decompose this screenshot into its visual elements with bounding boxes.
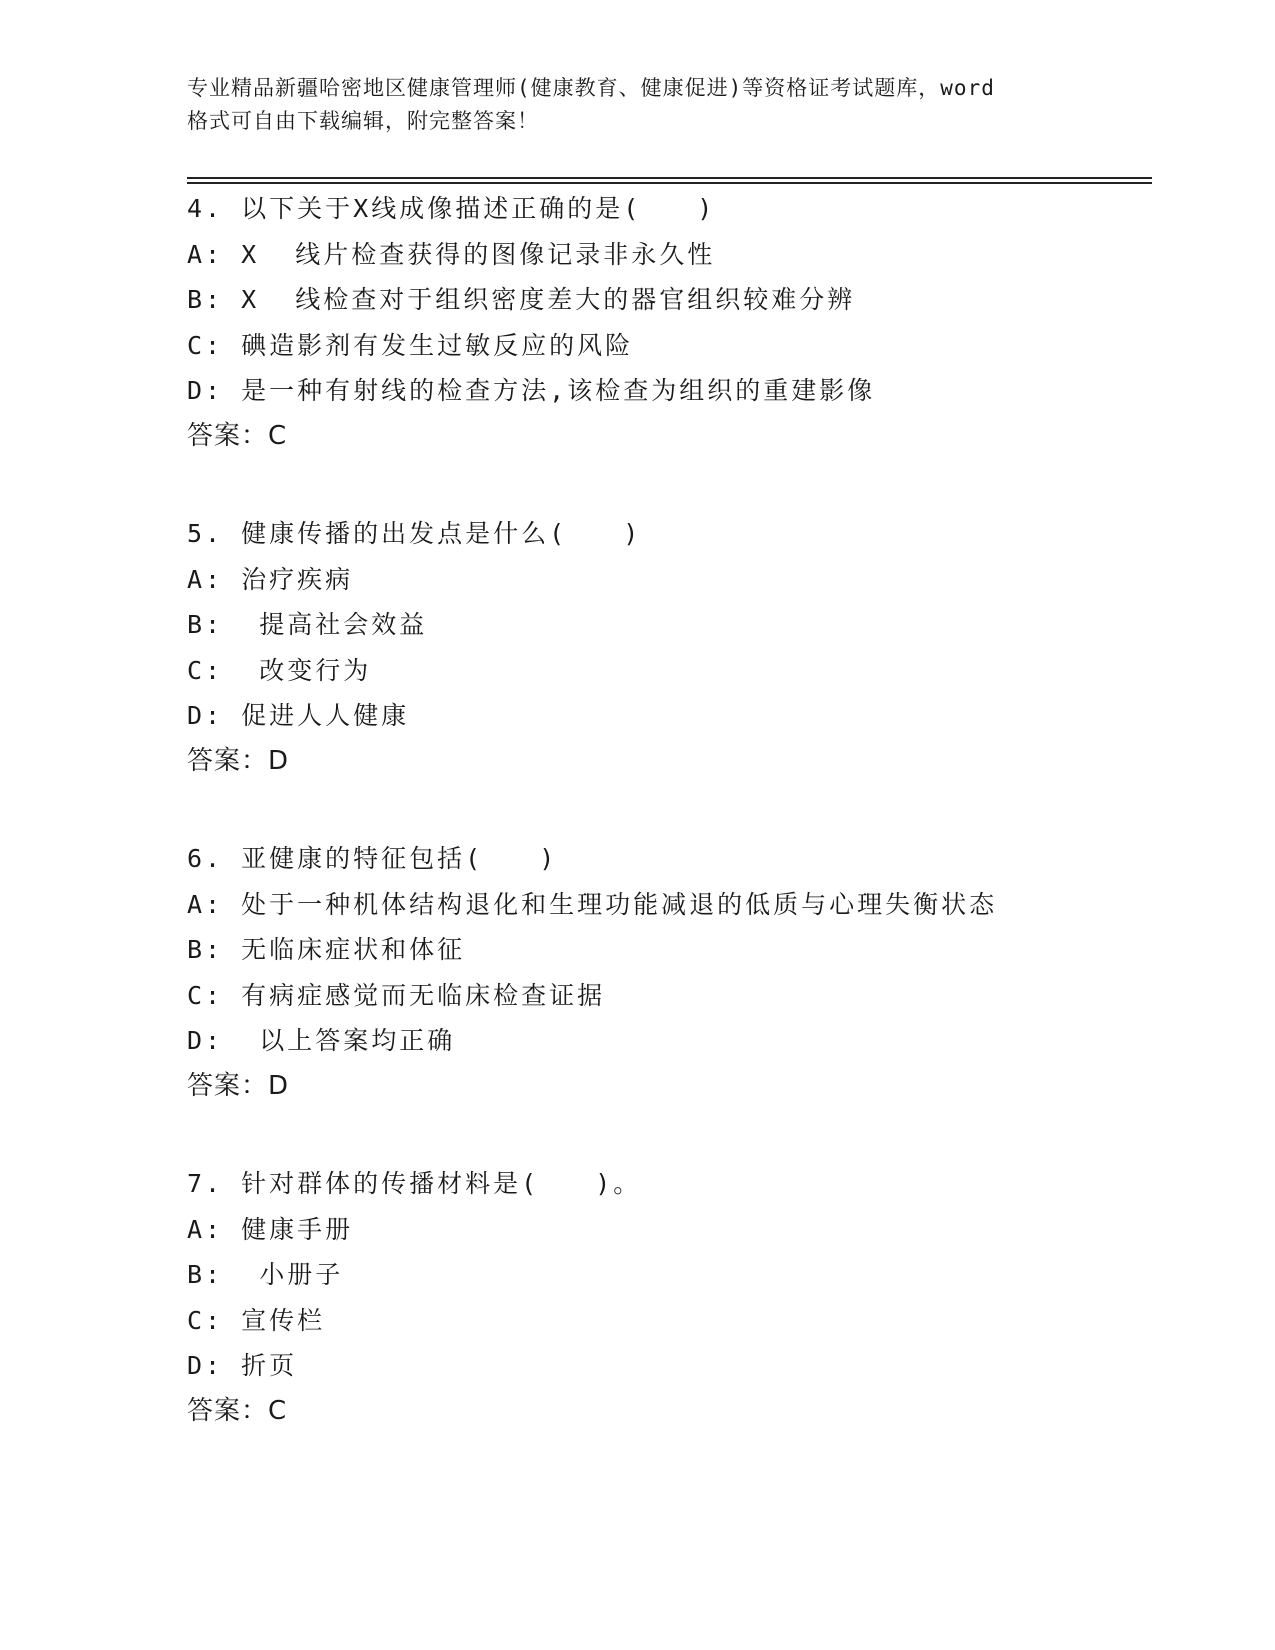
question-6: [187, 836, 1167, 1109]
option-d: D: 以上答案均正确: [187, 1026, 456, 1055]
option-c: C: 碘造影剂有发生过敏反应的风险: [187, 330, 634, 360]
option-b: B: 提高社会效益: [187, 610, 428, 639]
question-4: [187, 186, 1167, 459]
option-d: D: 是一种有射线的检查方法,该检查为组织的重建影像: [187, 376, 876, 405]
option-c: C: 改变行为: [187, 655, 372, 685]
document-header: [187, 72, 1107, 138]
header-divider-bottom: [187, 182, 1152, 184]
answer-label: 答案：D: [187, 745, 290, 776]
question-5: [187, 511, 1167, 784]
header-line-2: 格式可自由下载编辑，附完整答案！: [187, 109, 539, 133]
answer-label: 答案：C: [187, 1395, 288, 1426]
question-list: [187, 186, 1167, 1486]
question-7: [187, 1161, 1167, 1434]
header-divider-top: [187, 177, 1152, 179]
option-c: C: 有病症感觉而无临床检查证据: [187, 980, 606, 1010]
question-stem: 7. 针对群体的传播材料是( )。: [187, 1169, 642, 1198]
option-d: D: 促进人人健康: [187, 701, 410, 730]
option-c: C: 宣传栏: [187, 1305, 326, 1335]
option-d: D: 折页: [187, 1351, 298, 1380]
question-stem: 6. 亚健康的特征包括( ): [187, 844, 558, 873]
option-a: A: 健康手册: [187, 1214, 354, 1244]
option-b: B: 小册子: [187, 1260, 344, 1289]
answer-label: 答案：C: [187, 420, 288, 451]
question-stem: 5. 健康传播的出发点是什么( ): [187, 519, 642, 548]
option-b: B: 无临床症状和体征: [187, 935, 466, 964]
option-a: A: 处于一种机体结构退化和生理功能减退的低质与心理失衡状态: [187, 889, 998, 919]
option-b: B: X 线检查对于组织密度差大的器官组织较难分辨: [187, 285, 856, 314]
option-a: A: 治疗疾病: [187, 564, 354, 594]
question-stem: 4. 以下关于X线成像描述正确的是( ): [187, 194, 716, 223]
answer-label: 答案：D: [187, 1070, 290, 1101]
header-line-1: 专业精品新疆哈密地区健康管理师(健康教育、健康促进)等资格证考试题库，word: [187, 76, 995, 100]
option-a: A: X 线片检查获得的图像记录非永久性: [187, 239, 716, 269]
